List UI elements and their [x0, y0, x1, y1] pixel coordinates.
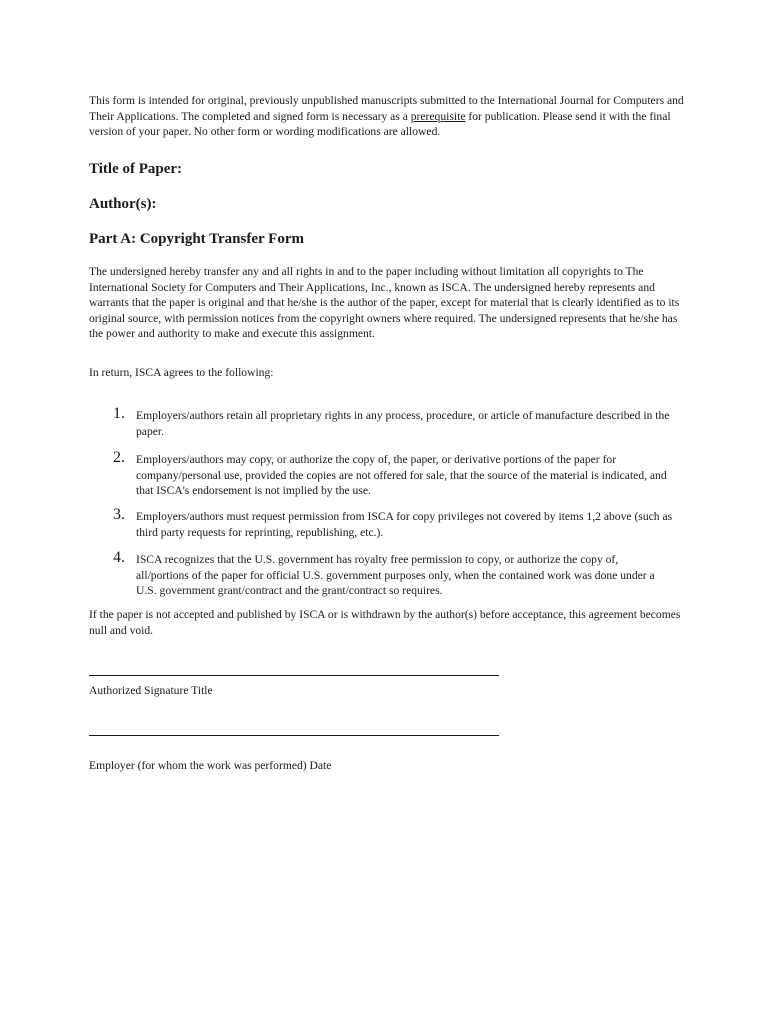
- list-text: Employers/authors must request permission from ISCA for copy privileges not covered by items 1,2 above (such as third party requests for reprinting, republishing, etc.).: [136, 510, 673, 539]
- signature-line[interactable]: [89, 675, 499, 676]
- transfer-paragraph: The undersigned hereby transfer any and all rights in and to the paper including without limitation all copyrights to The International Society for Computers and Their Applications, Inc., known as ISCA. The undersigned hereby represents and warrants that the paper is original and that he/she is the author of the paper, except for material that is clearly identified as to its original source, with permission notices from the copyright owners where required. The undersigned represents that he/she has the power and authority to make and execute this assignment.: [89, 265, 680, 341]
- list-text: ISCA recognizes that the U.S. government has royalty free permission to copy, or authorize the copy of, all/portions of the paper for official U.S. government purposes only, when the contained work was done under a U.S. government grant/contract and the grant/contract so requires.: [136, 553, 655, 598]
- list-text: Employers/authors retain all proprietary rights in any process, procedure, or article of manufacture described in the paper.: [136, 409, 670, 438]
- intro-paragraph: [89, 93, 689, 140]
- null-void-paragraph: If the paper is not accepted and published by ISCA or is withdrawn by the author(s) before acceptance, this agreement becomes null and void.: [89, 608, 681, 637]
- list-number: 1.: [113, 405, 125, 422]
- authors-label: Author(s):: [89, 196, 157, 212]
- employer-label: Employer (for whom the work was performed) Date: [89, 759, 332, 772]
- list-number: 2.: [113, 449, 125, 466]
- list-text: Employers/authors may copy, or authorize the copy of, the paper, or derivative portions of the paper for company/personal use, provided the copies are not offered for sale, that the source of the material is indicated, and that ISCA's endorsement is not implied by the use.: [136, 453, 667, 498]
- in-return-text: In return, ISCA agrees to the following:: [89, 366, 274, 379]
- title-of-paper-label: Title of Paper:: [89, 161, 183, 177]
- list-number: 4.: [113, 549, 125, 566]
- intro-text-part1: This form is intended for original, previously unpublished manuscripts submitted to the International Journal for Computers and Their Applications. The completed and signed form is necessary as a: [89, 94, 684, 123]
- intro-text-part2: for publication. Please send it with the final version of your paper. No other form or wording modifications are allowed.: [89, 109, 671, 139]
- list-number: 3.: [113, 506, 125, 523]
- employer-line[interactable]: [89, 735, 499, 736]
- prerequisite-text: prerequisite: [410, 109, 466, 123]
- signature-label: Authorized Signature Title: [89, 684, 213, 697]
- part-a-heading: Part A: Copyright Transfer Form: [89, 231, 304, 247]
